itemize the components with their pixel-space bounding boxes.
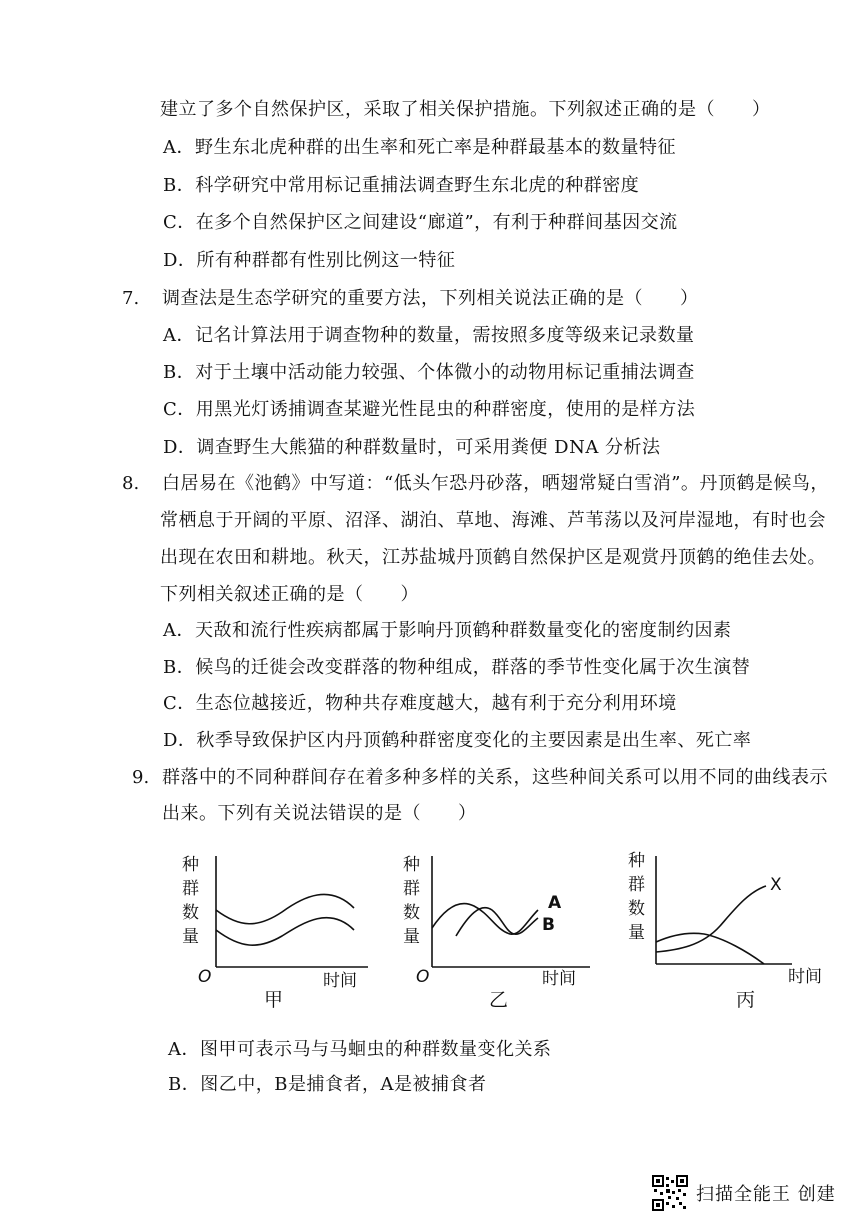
q8-option-a: A．天敌和流行性疾病都属于影响丹顶鹤种群数量变化的密度制约因素	[163, 620, 732, 641]
bing-ylabel-3: 数	[628, 899, 645, 919]
bing-ylabel-2: 群	[628, 875, 645, 895]
yi-ylabel-4: 量	[403, 927, 420, 947]
q8-stem-line-4: 下列相关叙述正确的是（ ）	[160, 584, 419, 605]
q6-option-a: A．野生东北虎种群的出生率和死亡率是种群最基本的数量特征	[163, 137, 676, 158]
jia-curve-upper	[216, 894, 354, 923]
q9-option-b: B．图乙中，B是捕食者，A是被捕食者	[168, 1074, 487, 1095]
figure-jia-caption: 甲	[264, 989, 284, 1011]
q8-option-c: C．生态位越接近，物种共存难度越大，越有利于充分利用环境	[163, 693, 677, 714]
figure-bing-caption: 丙	[736, 989, 756, 1011]
q7-option-d: D．调查野生大熊猫的种群数量时，可采用粪便 DNA 分析法	[163, 437, 661, 458]
jia-xlabel: 时间	[323, 971, 357, 991]
yi-ylabel-1: 种	[403, 855, 420, 875]
q8-option-d: D．秋季导致保护区内丹顶鹤种群密度变化的主要因素是出生率、死亡率	[163, 730, 752, 751]
yi-ylabel-2: 群	[403, 879, 420, 899]
yi-label-a: A	[548, 893, 562, 913]
q8-stem-line-2: 常栖息于开阔的平原、沼泽、湖泊、草地、海滩、芦苇荡以及河岸湿地，有时也会	[160, 510, 826, 531]
qr-code-icon	[652, 1175, 688, 1211]
figure-yi-caption: 乙	[489, 989, 509, 1011]
jia-origin: O	[198, 967, 212, 987]
figure-bing-graph	[624, 850, 834, 1010]
q6-option-b: B．科学研究中常用标记重捕法调查野生东北虎的种群密度	[163, 175, 640, 196]
q9-number: 9.	[132, 767, 150, 788]
q9-option-a: A．图甲可表示马与马蛔虫的种群数量变化关系	[168, 1039, 552, 1060]
jia-ylabel-2: 群	[182, 879, 199, 899]
jia-ylabel-1: 种	[182, 855, 199, 875]
bing-ylabel-4: 量	[628, 923, 645, 943]
yi-curve-b	[456, 908, 538, 936]
q6-stem: 建立了多个自然保护区，采取了相关保护措施。下列叙述正确的是（ ）	[160, 99, 771, 120]
bing-label-x: X	[770, 875, 782, 895]
yi-xlabel: 时间	[542, 969, 576, 989]
yi-ylabel-3: 数	[403, 903, 420, 923]
bing-curve-x	[656, 886, 766, 952]
bing-curve-declining	[656, 933, 764, 964]
q9-stem-line-2: 出来。下列有关说法错误的是（ ）	[162, 803, 477, 824]
q8-number: 8.	[122, 473, 140, 494]
yi-label-b: B	[542, 915, 555, 935]
q7-option-b: B．对于土壤中活动能力较强、个体微小的动物用标记重捕法调查	[163, 362, 695, 383]
q7-stem: 调查法是生态学研究的重要方法，下列相关说法正确的是（ ）	[162, 288, 699, 309]
scanner-watermark	[652, 1170, 852, 1216]
q6-option-d: D．所有种群都有性别比例这一特征	[163, 250, 456, 271]
q8-stem-line-1: 白居易在《池鹤》中写道：“低头乍恐丹砂落，晒翅常疑白雪消”。丹顶鹤是候鸟，	[162, 473, 829, 494]
q7-option-c: C．用黑光灯诱捕调查某避光性昆虫的种群密度，使用的是样方法	[163, 399, 696, 420]
jia-ylabel-4: 量	[182, 927, 199, 947]
bing-xlabel: 时间	[788, 967, 822, 987]
q8-option-b: B．候鸟的迁徙会改变群落的物种组成，群落的季节性变化属于次生演替	[163, 657, 751, 678]
q8-stem-line-3: 出现在农田和耕地。秋天，江苏盐城丹顶鹤自然保护区是观赏丹顶鹤的绝佳去处。	[160, 547, 826, 568]
figure-jia-graph	[170, 850, 380, 1010]
q6-option-c: C．在多个自然保护区之间建设“廊道”，有利于种群间基因交流	[163, 212, 678, 233]
figure-bing	[624, 850, 834, 1014]
q7-number: 7.	[122, 288, 140, 309]
bing-ylabel-1: 种	[628, 851, 645, 871]
q7-option-a: A．记名计算法用于调查物种的数量，需按照多度等级来记录数量	[163, 325, 695, 346]
figure-yi-graph	[392, 850, 602, 1010]
jia-ylabel-3: 数	[182, 903, 199, 923]
scanner-brand-text: 扫描全能王 创建	[696, 1184, 836, 1205]
q9-stem-line-1: 群落中的不同种群间存在着多种多样的关系，这些种间关系可以用不同的曲线表示	[162, 767, 828, 788]
yi-origin: O	[416, 967, 430, 987]
